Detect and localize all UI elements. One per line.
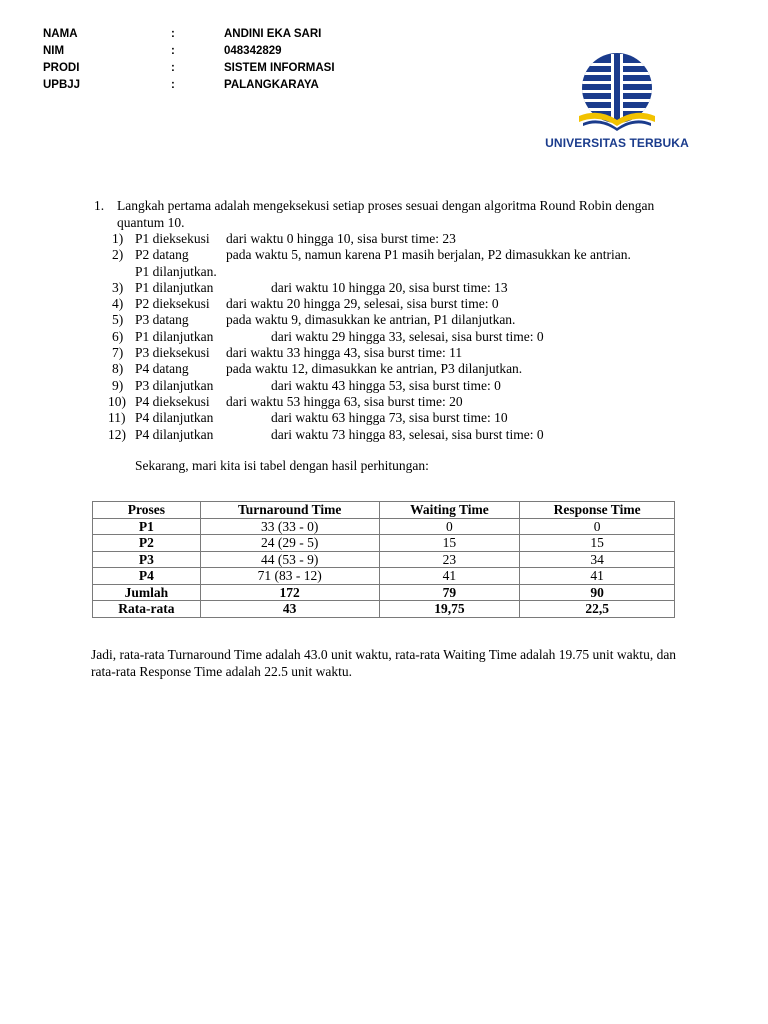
table-header-row — [93, 502, 675, 519]
table-row — [93, 568, 675, 585]
table-cell: 44 (53 - 9) — [200, 551, 379, 568]
identity-value: ANDINI EKA SARI — [224, 28, 322, 40]
list-item — [112, 312, 712, 328]
table-cell: 172 — [200, 584, 379, 601]
step-number: 6) — [112, 328, 124, 344]
step-process: P4 datang — [135, 361, 189, 377]
step-process: P1 dieksekusi — [135, 231, 210, 246]
step-number: 5) — [112, 312, 124, 328]
step-continuation: P1 dilanjutkan. — [135, 263, 217, 279]
step-description: dari waktu 33 hingga 43, sisa burst time: 11 — [226, 345, 463, 361]
identity-value: SISTEM INFORMASI — [224, 62, 335, 74]
step-description: dari waktu 10 hingga 20, sisa burst time: 13 — [271, 279, 508, 295]
identity-row-upbjj — [43, 77, 335, 94]
table-cell: 34 — [520, 551, 675, 568]
identity-row-prodi — [43, 60, 335, 77]
identity-row-nim — [43, 43, 335, 60]
university-logo — [537, 52, 697, 152]
table-cell: 79 — [379, 584, 520, 601]
list-item — [112, 329, 712, 345]
table-cell: 23 — [379, 551, 520, 568]
identity-block — [43, 26, 335, 94]
table-row — [93, 551, 675, 568]
table-cell: P3 — [93, 551, 201, 568]
list-item — [108, 410, 712, 426]
step-process: P3 dieksekusi — [135, 345, 210, 361]
step-process: P2 dieksekusi — [135, 296, 210, 312]
table-cell: 41 — [520, 568, 675, 585]
table-cell: 41 — [379, 568, 520, 585]
step-number: 2) — [112, 247, 124, 263]
table-row — [93, 535, 675, 552]
step-number: 9) — [112, 377, 124, 393]
table-cell: 33 (33 - 0) — [200, 518, 379, 535]
results-table — [92, 501, 675, 618]
identity-label: NIM — [43, 45, 65, 57]
step-number: 12) — [108, 426, 126, 442]
table-cell: 19,75 — [379, 601, 520, 618]
step-number: 3) — [112, 279, 124, 295]
column-header: Turnaround Time — [200, 502, 379, 519]
table-cell: P1 — [93, 518, 201, 535]
logo-emblem-icon — [569, 52, 665, 138]
table-cell: 0 — [379, 518, 520, 535]
table-cell: 43 — [200, 601, 379, 618]
identity-colon: : — [171, 62, 175, 74]
identity-label: NAMA — [43, 28, 78, 40]
identity-row-nama — [43, 26, 335, 43]
list-item — [112, 296, 712, 312]
table-cell: Rata-rata — [93, 601, 201, 618]
step-number: 11) — [108, 410, 126, 426]
step-process: P1 dilanjutkan — [135, 328, 214, 344]
identity-value: 048342829 — [224, 45, 282, 57]
identity-colon: : — [171, 28, 175, 40]
table-average-row — [93, 601, 675, 618]
table-intro: Sekarang, mari kita isi tabel dengan hasil perhitungan: — [135, 458, 429, 473]
identity-label: UPBJJ — [43, 79, 81, 91]
step-description: dari waktu 63 hingga 73, sisa burst time: 10 — [271, 410, 508, 426]
step-process: P4 dilanjutkan — [135, 410, 214, 426]
step-description: pada waktu 9, dimasukkan ke antrian, P1 dilanjutkan. — [226, 312, 516, 328]
logo-text: UNIVERSITAS TERBUKA — [545, 136, 689, 150]
column-header: Waiting Time — [379, 502, 520, 519]
step-number: 7) — [112, 345, 124, 361]
step-process: P3 dilanjutkan — [135, 377, 214, 393]
table-cell: 71 (83 - 12) — [200, 568, 379, 585]
step-number: 4) — [112, 296, 124, 312]
step-description: dari waktu 43 hingga 53, sisa burst time: 0 — [271, 377, 501, 393]
step-description: pada waktu 12, dimasukkan ke antrian, P3 dilanjutkan. — [226, 361, 523, 377]
list-item — [112, 361, 712, 377]
identity-label: PRODI — [43, 62, 80, 74]
list-item — [112, 247, 712, 280]
list-item — [112, 345, 712, 361]
list-item — [112, 378, 712, 394]
step-process: P2 datang — [135, 247, 189, 263]
step-description: dari waktu 73 hingga 83, selesai, sisa burst time: 0 — [271, 426, 544, 442]
step-description: dari waktu 53 hingga 63, sisa burst time: 20 — [226, 393, 463, 409]
conclusion-paragraph: Jadi, rata-rata Turnaround Time adalah 43.0 unit waktu, rata-rata Waiting Time adalah 19.75 unit waktu, dan rata-rata Response Time adalah 22.5 unit waktu. — [91, 647, 677, 679]
column-header: Proses — [93, 502, 201, 519]
table-cell: P2 — [93, 535, 201, 552]
step-description: dari waktu 29 hingga 33, selesai, sisa burst time: 0 — [271, 328, 544, 344]
step-process: P3 datang — [135, 312, 189, 328]
steps-list — [108, 231, 712, 443]
list-item — [112, 231, 712, 247]
table-cell: 15 — [520, 535, 675, 552]
step-description: dari waktu 0 hingga 10, sisa burst time: 23 — [226, 231, 456, 246]
table-cell: P4 — [93, 568, 201, 585]
question-text: Langkah pertama adalah mengeksekusi setiap proses sesuai dengan algoritma Round Robin dengan quantum 10. — [117, 198, 655, 230]
question-number: 1. — [94, 198, 105, 213]
table-cell: 15 — [379, 535, 520, 552]
table-cell: 0 — [520, 518, 675, 535]
step-description: pada waktu 5, namun karena P1 masih berjalan, P2 dimasukkan ke antrian. — [226, 247, 631, 263]
table-cell: 22,5 — [520, 601, 675, 618]
step-number: 1) — [112, 231, 124, 246]
table-cell: 90 — [520, 584, 675, 601]
step-number: 10) — [108, 393, 126, 409]
table-total-row — [93, 584, 675, 601]
table-cell: 24 (29 - 5) — [200, 535, 379, 552]
table-cell: Jumlah — [93, 584, 201, 601]
step-process: P1 dilanjutkan — [135, 279, 214, 295]
list-item — [108, 393, 712, 410]
list-item — [112, 280, 712, 296]
identity-colon: : — [171, 45, 175, 57]
column-header: Response Time — [520, 502, 675, 519]
step-number: 8) — [112, 361, 124, 377]
step-process: P4 dieksekusi — [135, 393, 210, 409]
identity-value: PALANGKARAYA — [224, 79, 319, 91]
table-row — [93, 518, 675, 535]
identity-colon: : — [171, 79, 175, 91]
list-item — [108, 426, 712, 443]
step-process: P4 dilanjutkan — [135, 426, 214, 442]
step-description: dari waktu 20 hingga 29, selesai, sisa burst time: 0 — [226, 296, 499, 312]
